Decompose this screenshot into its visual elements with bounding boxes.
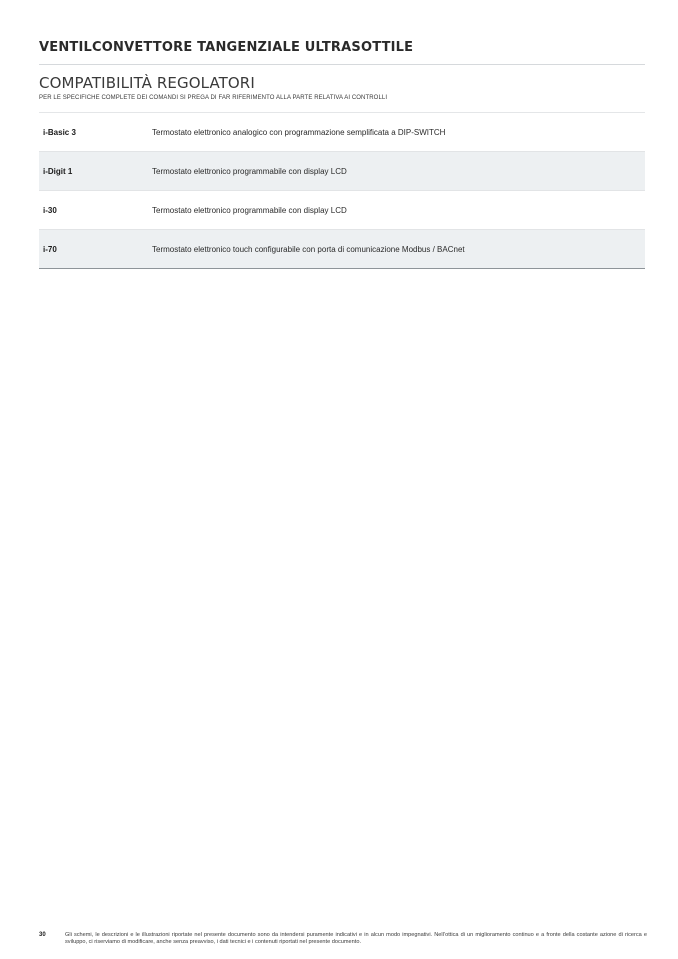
controllers-table xyxy=(39,113,645,269)
model-description: Termostato elettronico programmabile con display LCD xyxy=(152,205,347,215)
document-title: VENTILCONVETTORE TANGENZIALE ULTRASOTTILE xyxy=(39,40,414,55)
table-row xyxy=(39,113,645,152)
page-number: 30 xyxy=(39,932,46,938)
model-name: i-30 xyxy=(43,205,57,215)
model-description: Termostato elettronico programmabile con display LCD xyxy=(152,166,347,176)
title-divider xyxy=(39,64,645,65)
section-subtitle: PER LE SPECIFICHE COMPLETE DEI COMANDI SI PREGA DI FAR RIFERIMENTO ALLA PARTE RELATIVA AI CONTROLLI xyxy=(39,95,388,101)
footer-disclaimer: Gli schemi, le descrizioni e le illustrazioni riportate nel presente documento sono da intendersi puramente indicativi e in alcun modo impegnativi. Nell’ottica di un miglioramento continuo e a fronte della costante azione di ricerca e sviluppo, ci riserviamo di modificare, anche senza preavviso, i dati tecnici e i contenuti riportati nel presente documento. xyxy=(65,932,647,945)
model-description: Termostato elettronico analogico con programmazione semplificata a DIP-SWITCH xyxy=(152,127,446,137)
model-name: i-Digit 1 xyxy=(43,166,73,176)
model-description: Termostato elettronico touch configurabile con porta di comunicazione Modbus / BACnet xyxy=(152,244,465,254)
model-name: i-Basic 3 xyxy=(43,127,76,137)
model-name: i-70 xyxy=(43,244,57,254)
table-row xyxy=(39,230,645,269)
section-title: COMPATIBILITÀ REGOLATORI xyxy=(39,74,255,92)
document-page xyxy=(39,0,645,959)
table-row xyxy=(39,152,645,191)
table-row xyxy=(39,191,645,230)
